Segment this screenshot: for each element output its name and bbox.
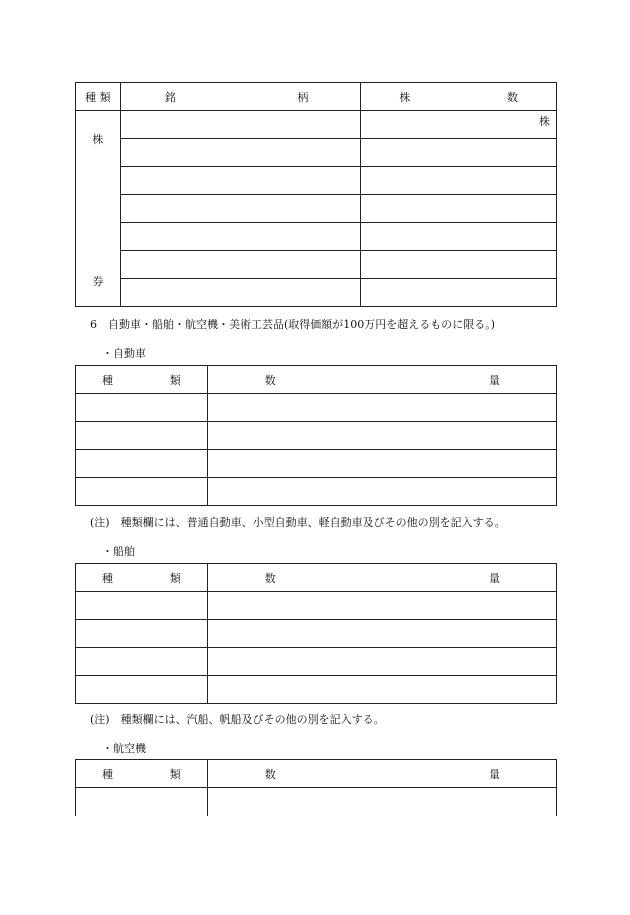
stocks-name-cell[interactable] [120, 139, 361, 167]
stocks-header-qty-a: 株 [399, 90, 411, 104]
stocks-kind-cell [76, 111, 121, 307]
cars-label: ・自動車 [102, 347, 146, 360]
aircraft-kind-cell[interactable] [76, 788, 208, 817]
stocks-header-name [120, 83, 361, 111]
ships-qty-cell[interactable] [207, 620, 556, 648]
stocks-row [76, 223, 557, 251]
ships-kind-cell[interactable] [76, 592, 208, 620]
stocks-qty-cell[interactable] [361, 279, 557, 307]
aircraft-table-wrapper [75, 759, 558, 816]
stocks-name-cell[interactable] [120, 111, 361, 139]
cars-header-qty-a: 数 [264, 373, 276, 387]
cars-header-kind-b: 類 [169, 373, 181, 387]
cars-kind-cell[interactable] [76, 450, 208, 478]
cars-header-qty-b: 量 [489, 373, 500, 387]
ships-kind-cell[interactable] [76, 620, 208, 648]
stocks-row [76, 111, 557, 139]
aircraft-header-kind [76, 760, 208, 788]
ships-qty-cell[interactable] [207, 592, 556, 620]
cars-qty-cell[interactable] [207, 450, 556, 478]
stocks-kind-top: 株 [92, 133, 104, 146]
cars-row [76, 422, 557, 450]
cars-row [76, 450, 557, 478]
aircraft-header-kind-b: 類 [169, 767, 181, 781]
ships-row [76, 648, 557, 676]
ships-table [75, 563, 557, 704]
ships-header-kind-a: 種 [102, 571, 113, 585]
stocks-header-name-b: 柄 [297, 90, 309, 104]
stocks-qty-cell[interactable] [361, 223, 557, 251]
stocks-name-cell[interactable] [120, 279, 361, 307]
stocks-qty-cell[interactable] [361, 251, 557, 279]
aircraft-header-qty [207, 760, 556, 788]
cars-header-row [76, 366, 557, 394]
cars-kind-cell[interactable] [76, 422, 208, 450]
ships-header-qty-a: 数 [264, 571, 276, 585]
ships-header-row [76, 564, 557, 592]
stocks-name-cell[interactable] [120, 251, 361, 279]
ships-row [76, 592, 557, 620]
cars-header-kind-a: 種 [102, 373, 113, 387]
cars-note: (注) 種類欄には、普通自動車、小型自動車、軽自動車及びその他の別を記入する。 [90, 516, 506, 529]
cars-qty-cell[interactable] [207, 394, 556, 422]
stocks-row [76, 279, 557, 307]
aircraft-header-row [76, 760, 557, 788]
stocks-header-name-a: 銘 [164, 90, 176, 104]
aircraft-table [75, 759, 557, 816]
stocks-name-cell[interactable] [120, 223, 361, 251]
cars-table [75, 365, 557, 506]
cars-row [76, 478, 557, 506]
cars-qty-cell[interactable] [207, 422, 556, 450]
ships-header-qty-b: 量 [489, 571, 500, 585]
aircraft-row [76, 788, 557, 817]
section-6-heading: 6 自動車・船舶・航空機・美術工芸品(取得価額が100万円を超えるものに限る。) [90, 318, 496, 331]
aircraft-header-kind-a: 種 [102, 767, 113, 781]
stocks-qty-cell[interactable] [361, 111, 557, 139]
ships-header-kind [76, 564, 208, 592]
ships-kind-cell[interactable] [76, 676, 208, 704]
ships-row [76, 620, 557, 648]
stocks-qty-cell[interactable] [361, 195, 557, 223]
ships-qty-cell[interactable] [207, 648, 556, 676]
stocks-qty-cell[interactable] [361, 167, 557, 195]
ships-label: ・船舶 [102, 545, 135, 558]
stocks-header-qty [361, 83, 557, 111]
stocks-header-qty-b: 数 [507, 90, 518, 104]
stocks-header-kind: 種 類 [76, 83, 121, 111]
stocks-row [76, 139, 557, 167]
stocks-row [76, 195, 557, 223]
ships-row [76, 676, 557, 704]
cars-kind-cell[interactable] [76, 478, 208, 506]
aircraft-header-qty-b: 量 [489, 767, 500, 781]
stocks-qty-cell[interactable] [361, 139, 557, 167]
ships-qty-cell[interactable] [207, 676, 556, 704]
ships-header-qty [207, 564, 556, 592]
stocks-row [76, 167, 557, 195]
stocks-name-cell[interactable] [120, 195, 361, 223]
cars-kind-cell[interactable] [76, 394, 208, 422]
stocks-kind-bottom: 券 [92, 275, 104, 288]
stocks-unit: 株 [539, 115, 550, 128]
cars-row [76, 394, 557, 422]
aircraft-qty-cell[interactable] [207, 788, 556, 817]
cars-qty-cell[interactable] [207, 478, 556, 506]
stocks-row [76, 251, 557, 279]
cars-header-kind [76, 366, 208, 394]
ships-header-kind-b: 類 [169, 571, 181, 585]
stocks-header-row [76, 83, 557, 111]
aircraft-header-qty-a: 数 [264, 767, 276, 781]
aircraft-label: ・航空機 [102, 742, 146, 755]
cars-header-qty [207, 366, 556, 394]
ships-kind-cell[interactable] [76, 648, 208, 676]
stocks-table [75, 82, 557, 307]
ships-note: (注) 種類欄には、汽船、帆船及びその他の別を記入する。 [90, 713, 385, 726]
stocks-name-cell[interactable] [120, 167, 361, 195]
